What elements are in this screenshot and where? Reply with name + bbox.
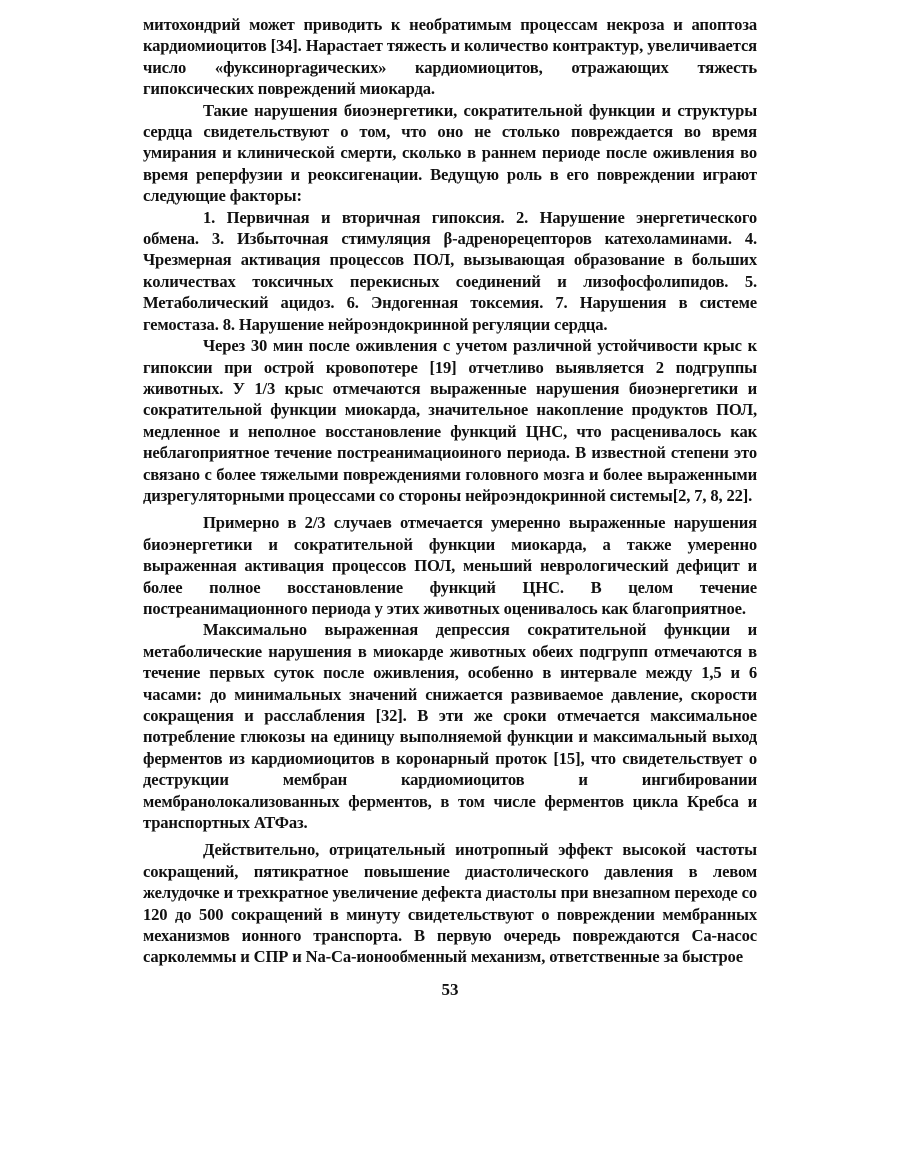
paragraph-6: Максимально выраженная депрессия сократительной функции и метаболические нарушения в миокарде животных обеих подгрупп отмечаются в течение первых суток после оживления, особенно в интервале между 1,5 и 6 часами: до минимальных значений снижается развиваемое давление, скорости сокращения и расслабления [32]. В эти же сроки отмечается максимальное потребление глюкозы на единицу выполняемой функции и максимальный выход ферментов из кардиомиоцитов в коронарный проток [15], что свидетельствует о деструкции мембран кардиомиоцитов и ингибировании мембранолокализованных ферментов, в том числе ферментов цикла Кребса и транспортных АТФаз. — [143, 620, 757, 833]
paragraph-3: 1. Первичная и вторичная гипоксия. 2. Нарушение энергетического обмена. 3. Избыточная стимуляция β-адренорецепторов катехоламинами. 4. Чрезмерная активация процессов ПОЛ, вызывающая образование в больших количествах токсичных перекисных соединений и лизофосфолипидов. 5. Метаболический ацидоз. 6. Эндогенная токсемия. 7. Нарушения в системе гемостаза. 8. Нарушение нейроэндокринной регуляции сердца. — [143, 207, 757, 334]
page-number: 53 — [441, 980, 459, 999]
paragraph-1: митохондрий может приводить к необратимым процессам некроза и апоптоза кардиомиоцитов [34]. Нарастает тяжесть и количество контрактур, увеличивается число «фуксинорragических» кардиомиоцитов, отражающих тяжесть гипоксических повреждений миокарда. — [143, 15, 757, 99]
paragraph-2: Такие нарушения биоэнергетики, сократительной функции и структуры сердца свидетельствуют о том, что оно не столько повреждается во время умирания и клинической смерти, сколько в раннем периоде после оживления во время реперфузии и реоксигенации. Ведущую роль в его повреждении играют следующие факторы: — [143, 100, 757, 206]
body-text — [143, 14, 757, 968]
paragraph-7: Действительно, отрицательный инотропный эффект высокой частоты сокращений, пятикратное повышение диастолического давления в левом желудочке и трехкратное увеличение дефекта диастолы при внезапном переходе со 120 до 500 сокращений в минуту свидетельствуют о повреждении мембранных механизмов ионного транспорта. В первую очередь повреждаются Са-насос сарколеммы и СПР и Na-Са-ионообменный механизм, ответственные за быстрое — [143, 840, 757, 967]
paragraph-5: Примерно в 2/3 случаев отмечается умеренно выраженные нарушения биоэнергетики и сократительной функции миокарда, а также умеренно выраженная активация процессов ПОЛ, меньший неврологический дефицит и более полное восстановление функций ЦНС. В целом течение постреанимационного периода у этих животных оценивалось как благоприятное. — [143, 513, 757, 618]
paragraph-4: Через 30 мин после оживления с учетом различной устойчивости крыс к гипоксии при острой кровопотере [19] отчетливо выявляется 2 подгруппы животных. У 1/3 крыс отмечаются выраженные нарушения биоэнергетики и сократительной функции миокарда, значительное накопление продуктов ПОЛ, медленное и неполное восстановление функций ЦНС, что расценивалось как неблагоприятное течение постреанимациоиного периода. В известной степени это связано с более тяжелыми повреждениями головного мозга и более выраженными дизрегуляторными процессами со стороны нейроэндокринной системы[2, 7, 8, 22]. — [143, 336, 757, 505]
